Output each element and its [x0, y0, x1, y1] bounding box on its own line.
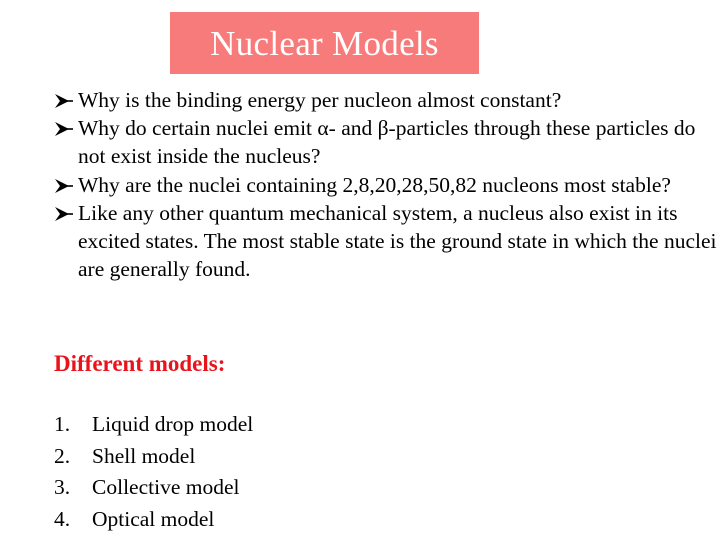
models-list	[54, 409, 253, 535]
models-heading: Different models:	[54, 351, 226, 376]
bullet-item	[54, 86, 719, 114]
list-item-label: Liquid drop model	[92, 412, 254, 436]
list-item-label: Collective model	[92, 475, 240, 499]
bullet-text: Like any other quantum mechanical system, a nucleus also exist in its excited states. The most stable state is the ground state in which the nuclei are generally found.	[78, 200, 717, 282]
list-item	[54, 472, 253, 504]
list-item	[54, 441, 253, 473]
list-item-label: Optical model	[92, 506, 215, 531]
list-item-number: 4.	[54, 506, 71, 531]
list-item-number: 3.	[54, 475, 71, 499]
bullet-text: Why do certain nuclei emit α- and β-particles through these particles do not exist inside the nucleus?	[78, 116, 696, 169]
bullet-item	[54, 114, 719, 170]
list-item-number: 1.	[54, 412, 71, 436]
bullet-item	[54, 171, 719, 199]
list-item-label: Shell model	[92, 443, 196, 468]
list-item-number: 2.	[54, 443, 71, 468]
slide-title: Nuclear Models	[210, 23, 439, 63]
bullet-text: Why are the nuclei containing 2,8,20,28,50,82 nucleons most stable?	[78, 172, 671, 197]
list-item	[54, 504, 253, 536]
title-banner	[170, 12, 479, 74]
question-list	[54, 86, 719, 283]
bullet-text: Why is the binding energy per nucleon almost constant?	[78, 88, 562, 112]
bullet-item	[54, 199, 719, 284]
list-item	[54, 409, 253, 441]
